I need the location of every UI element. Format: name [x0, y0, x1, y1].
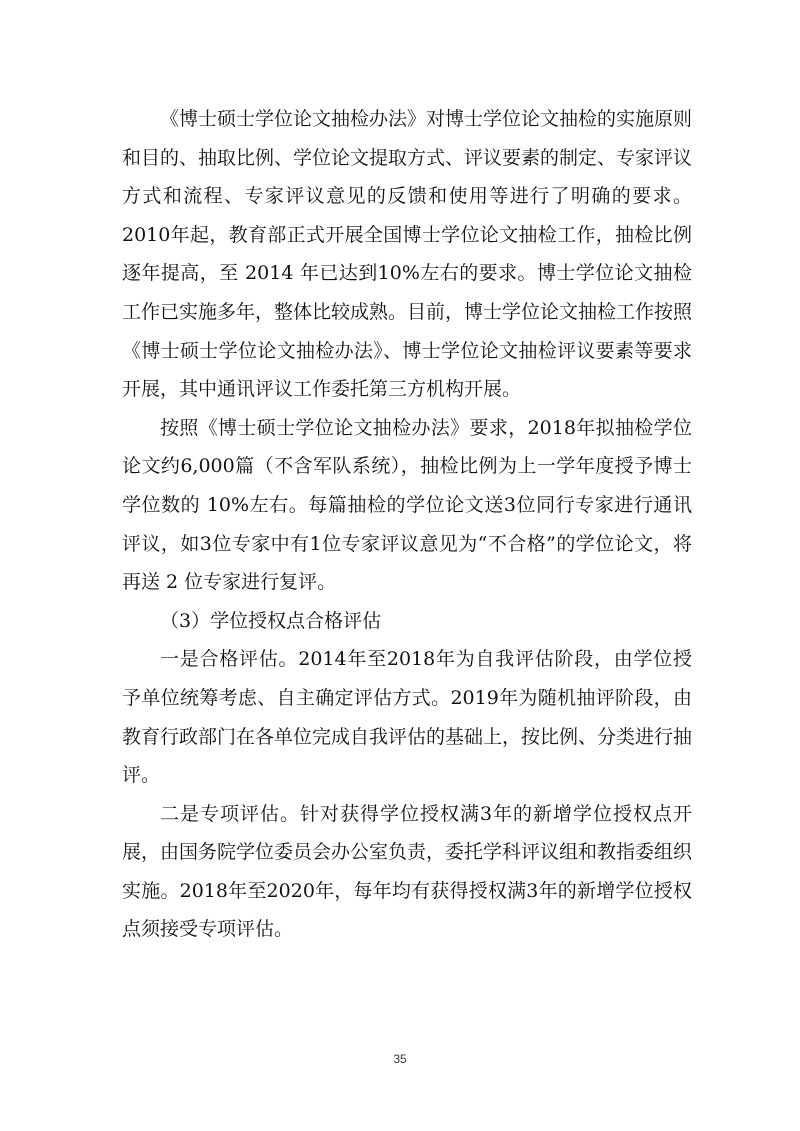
paragraph-sampling-overview: 《博士硕士学位论文抽检办法》对博士学位论文抽检的实施原则和目的、抽取比例、学位论文提取方式、评议要素的制定、专家评议方式和流程、专家评议意见的反馈和使用等进行了明确的要求。2010年起，教育部正式开展全国博士学位论文抽检工作，抽检比例逐年提高，至 2014 年已达到10%左右的要求。博士学位论文抽检工作已实施多年，整体比较成熟。目前，博士学位论文抽检工作按照《博士硕士学位论文抽检办法》、博士学位论文抽检评议要素等要求开展，其中通讯评议工作委托第三方机构开展。 — [122, 108, 693, 401]
paragraph-sampling-2018: 按照《博士硕士学位论文抽检办法》要求，2018年拟抽检学位论文约6,000篇（不含军队系统），抽检比例为上一学年度授予博士学位数的 10%左右。每篇抽检的学位论文送3位同行专家进行通讯评议，如3位专家中有1位专家评议意见为“不合格”的学位论文，将再送 2 位专家进行复评。 — [122, 416, 692, 594]
paragraph-qualification-evaluation: 一是合格评估。2014年至2018年为自我评估阶段，由学位授予单位统筹考虑、自主确定评估方式。2019年为随机抽评阶段，由教育行政部门在各单位完成自我评估的基础上，按比例、分类进行抽评。 — [122, 648, 693, 787]
section-heading: （3）学位授权点合格评估 — [160, 609, 382, 632]
paragraph-special-evaluation: 二是专项评估。针对获得学位授权满3年的新增学位授权点开展，由国务院学位委员会办公室负责，委托学科评议组和教指委组织实施。2018年至2020年，每年均有获得授权满3年的新增学位授权点须接受专项评估。 — [122, 802, 693, 941]
page-number: 35 — [393, 1052, 407, 1066]
document-body — [122, 100, 692, 949]
